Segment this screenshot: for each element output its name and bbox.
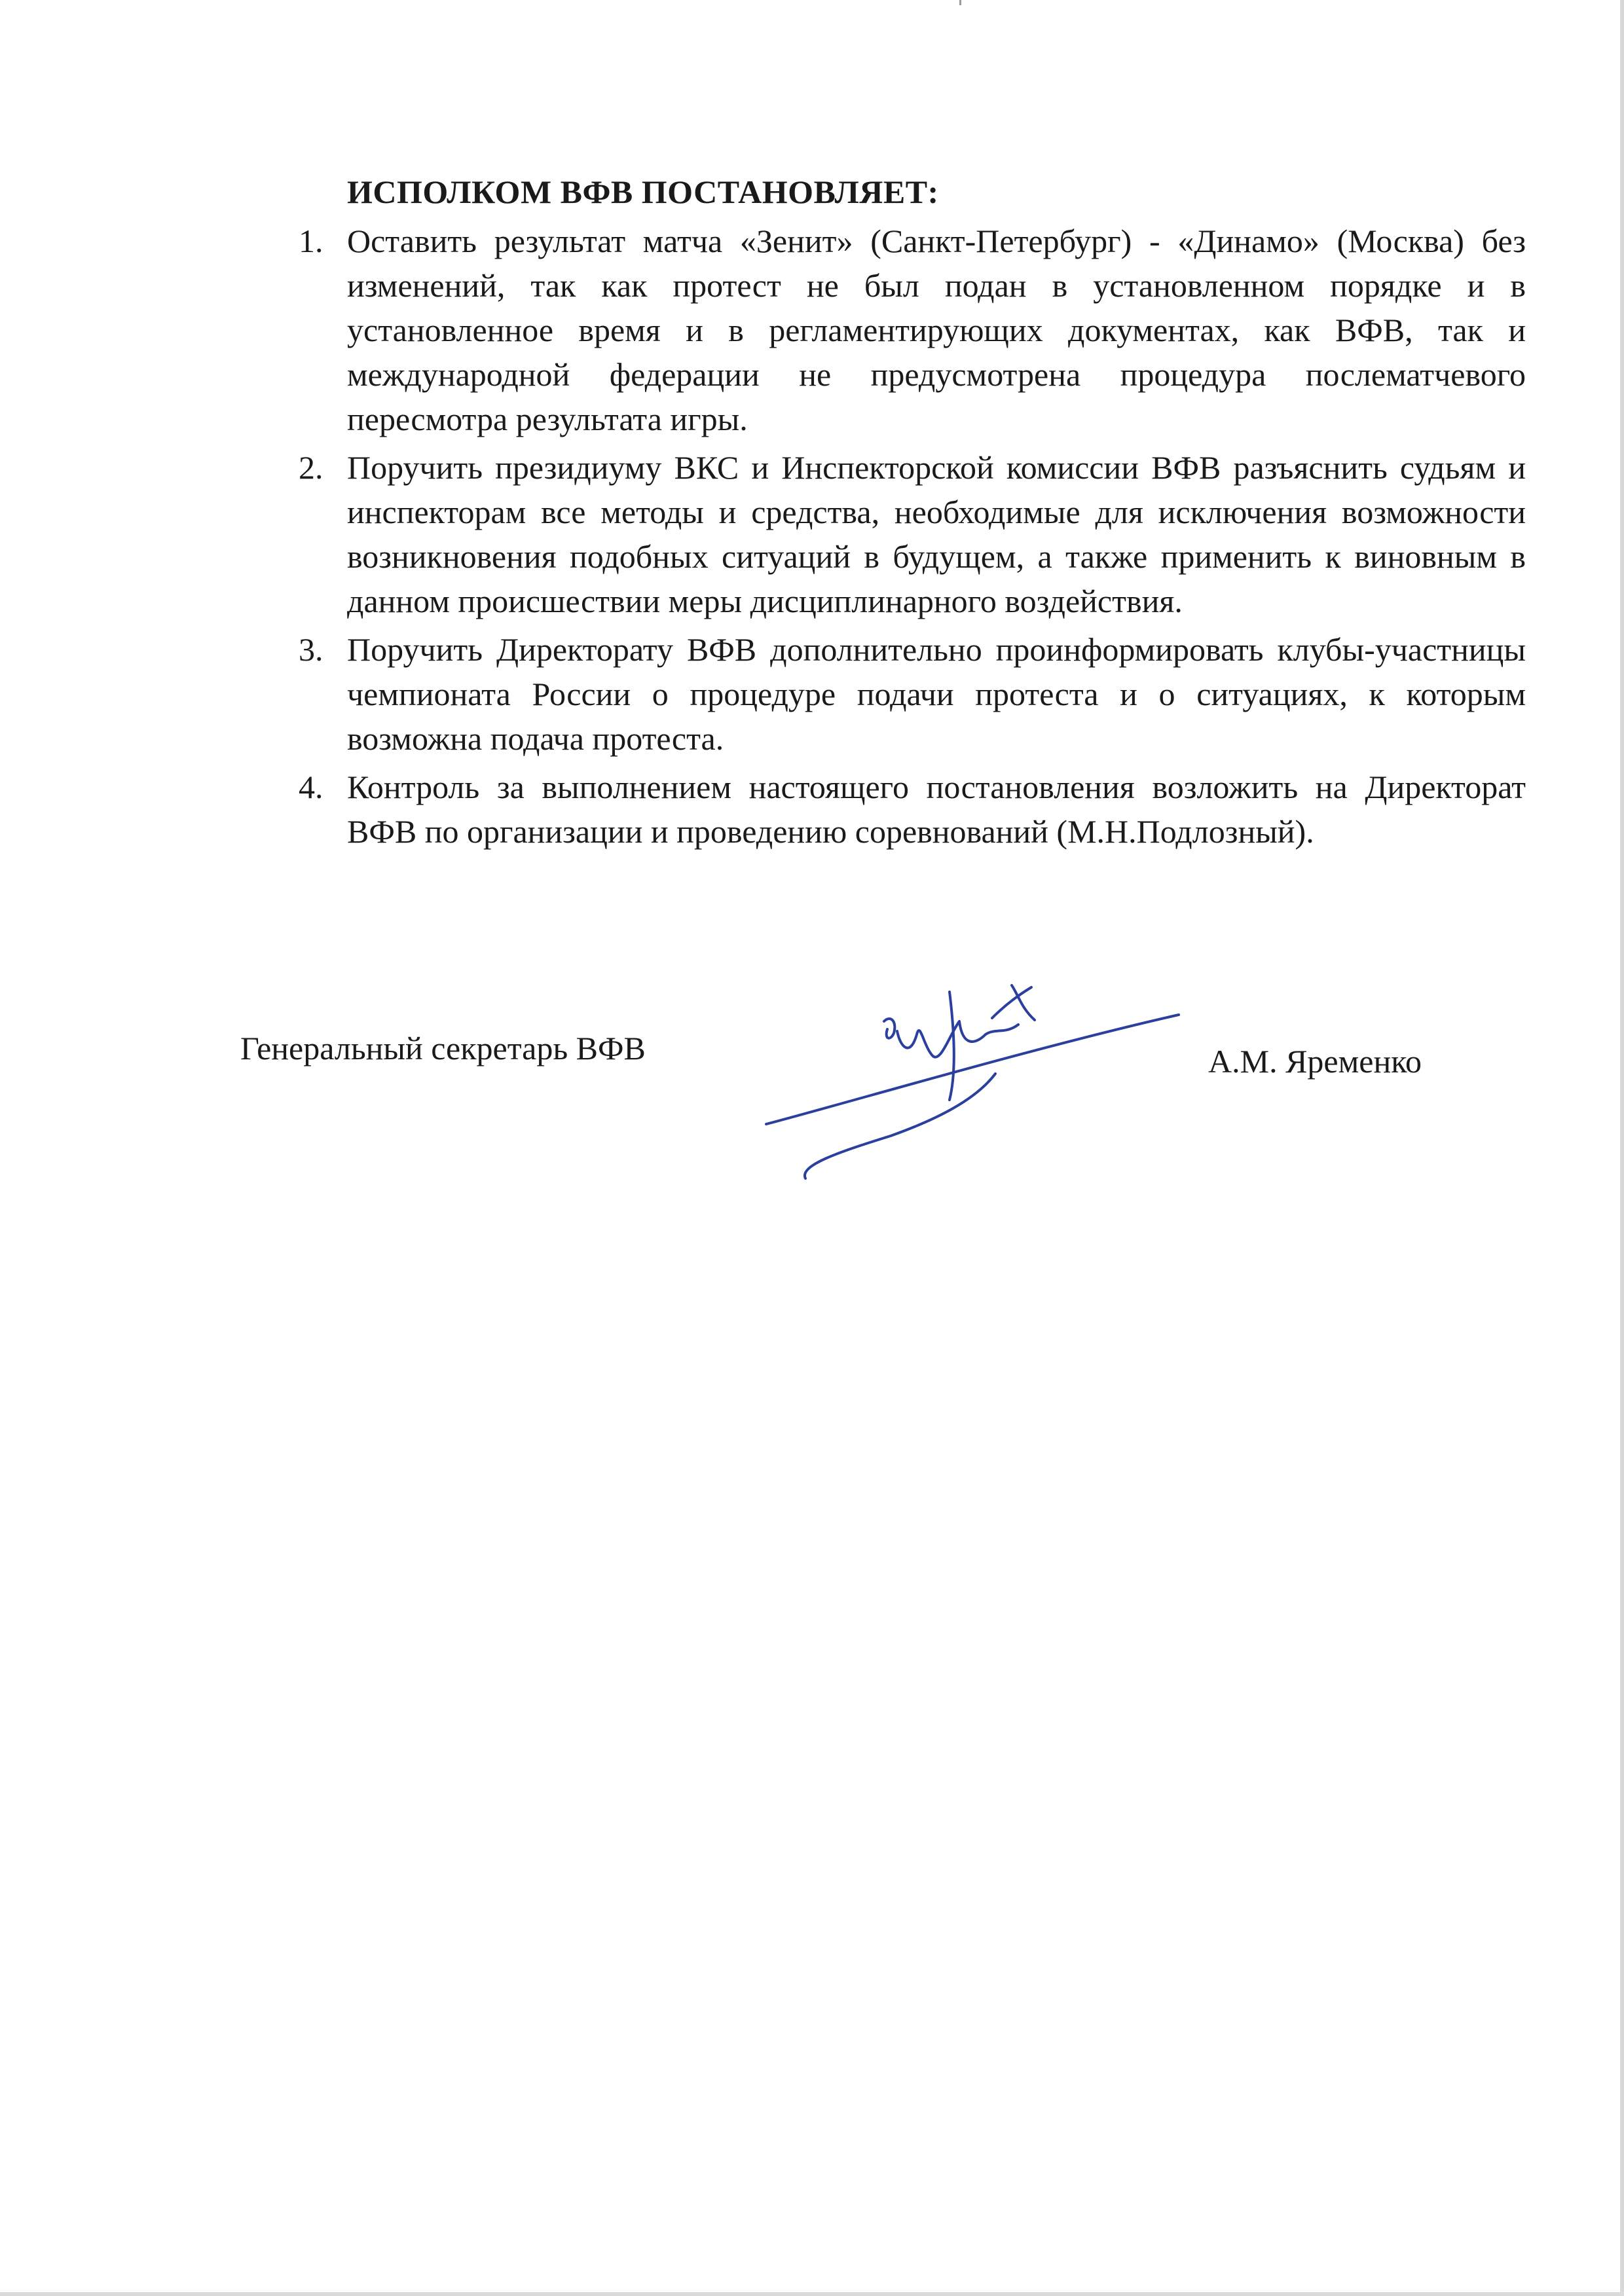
decision-item <box>288 445 1526 623</box>
resolution-heading: ИСПОЛКОМ ВФВ ПОСТАНОВЛЯЕТ: <box>347 173 939 210</box>
decision-item <box>288 219 1526 441</box>
signatory-role: Генеральный секретарь ВФВ <box>240 1030 646 1066</box>
decision-number: 3. <box>299 631 323 668</box>
decision-text: Оставить результат матча «Зенит» (Санкт-Петербург) - «Динамо» (Москва) без изменений, так как протест не был подан в установленном порядке и в установленное время и в регламентирующих документах, как ВФВ, так и международной федерации не предусмотрена процедура послематчевого пересмотра результата игры. <box>347 223 1526 437</box>
decision-item <box>288 627 1526 761</box>
scan-edge <box>1620 0 1624 2296</box>
decision-list <box>288 219 1526 858</box>
decision-number: 2. <box>299 449 323 486</box>
decision-number: 1. <box>299 223 323 259</box>
decision-text: Поручить Директорату ВФВ дополнительно проинформировать клубы-участницы чемпионата России о процедуре подачи протеста и о ситуациях, к которым возможна подача протеста. <box>347 631 1526 757</box>
signatory-name: А.М. Яременко <box>1208 1043 1422 1080</box>
decision-text: Поручить президиуму ВКС и Инспекторской комиссии ВФВ разъяснить судьям и инспекторам все методы и средства, необходимые для исключения возможности возникновения подобных ситуаций в будущем, а также применить к виновным в данном происшествии меры дисциплинарного воздействия. <box>347 449 1526 619</box>
decision-number: 4. <box>299 769 323 805</box>
scan-edge <box>0 2292 1624 2296</box>
handwritten-signature <box>760 956 1192 1205</box>
scan-speck <box>959 0 961 5</box>
decision-item <box>288 765 1526 854</box>
decision-text: Контроль за выполнением настоящего постановления возложить на Директорат ВФВ по организации и проведению соревнований (М.Н.Подлозный). <box>347 769 1526 850</box>
